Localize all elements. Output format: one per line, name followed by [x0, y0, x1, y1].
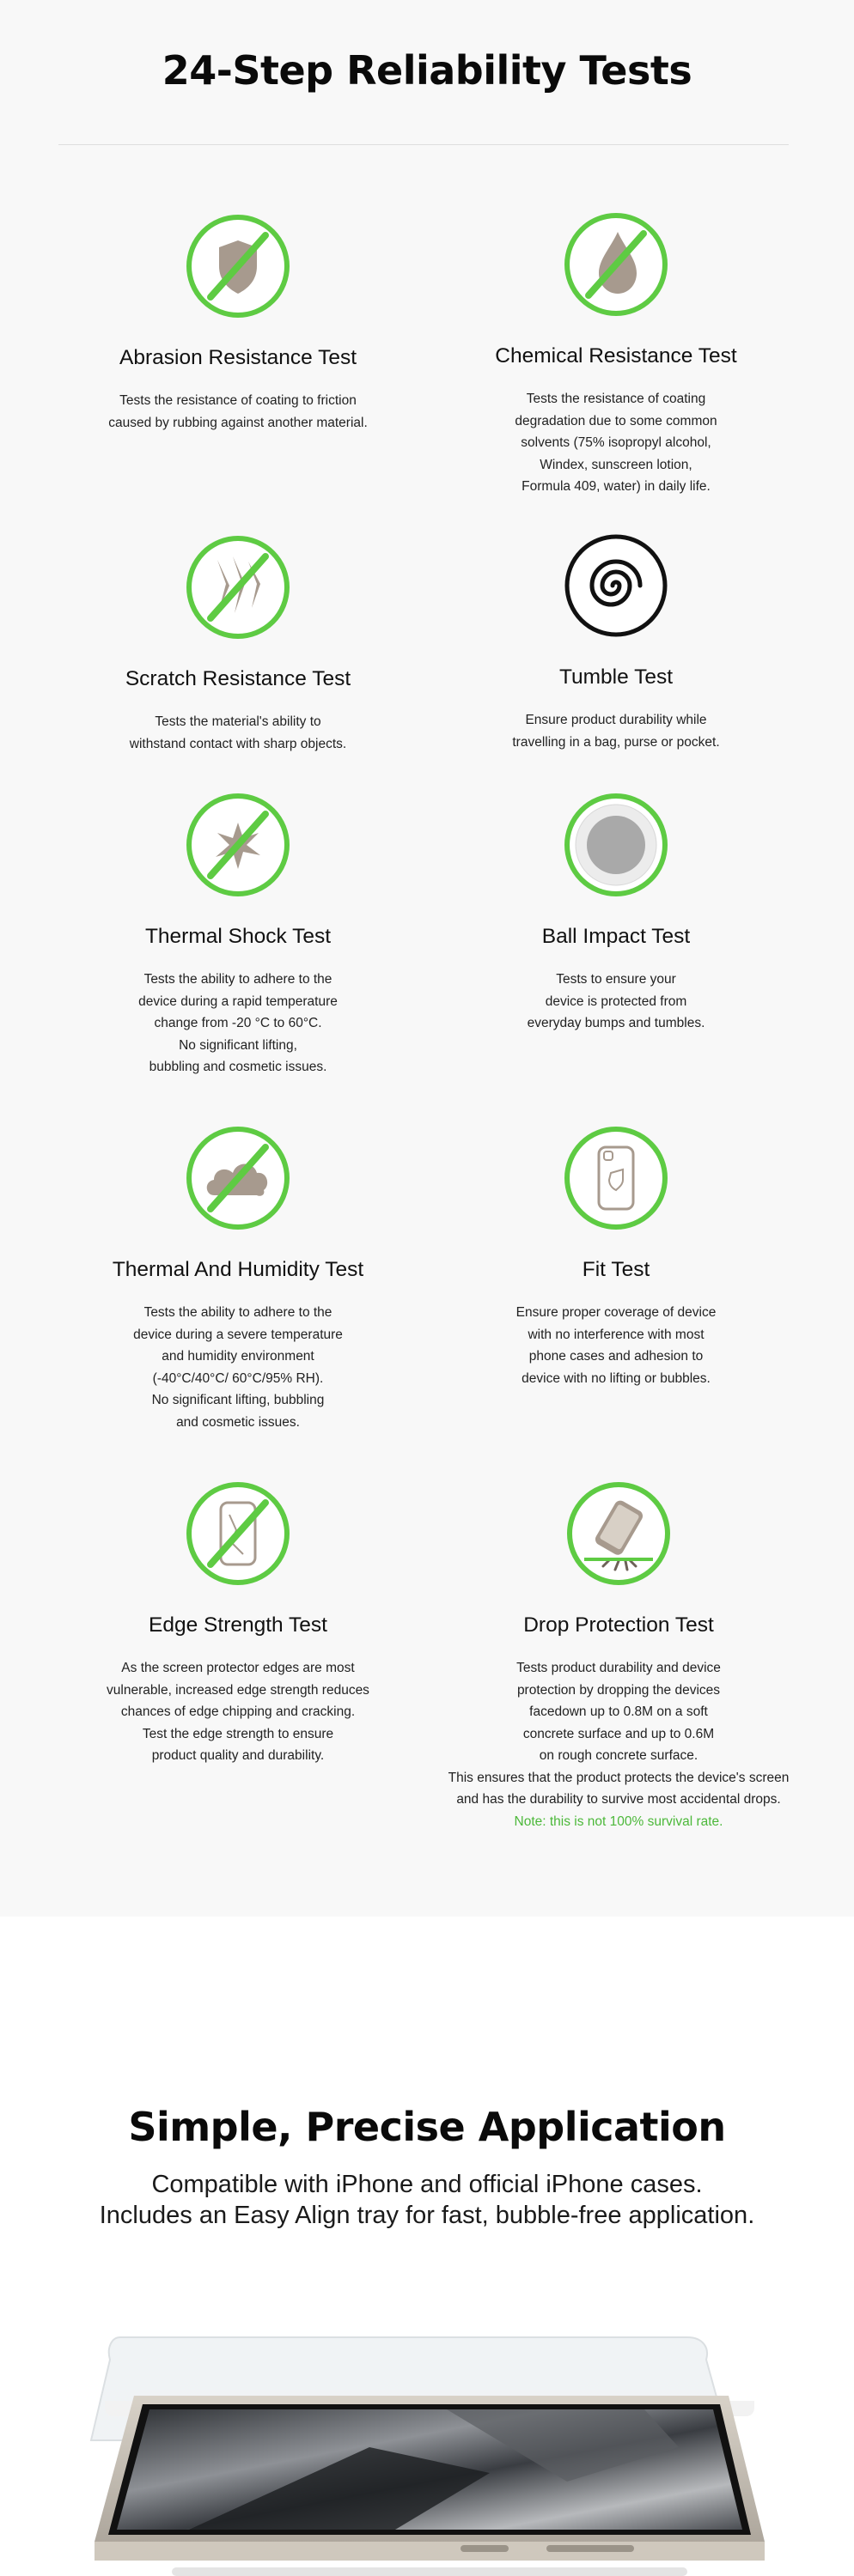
- phone-fit-icon: [563, 1125, 669, 1231]
- test-card-thermal-humidity: [49, 1125, 427, 1433]
- test-card-abrasion: [49, 213, 427, 434]
- test-name: Thermal And Humidity Test: [112, 1258, 364, 1281]
- chemical-drop-icon: [563, 211, 669, 318]
- test-card-drop-protection: [427, 1480, 810, 1832]
- application-title: Simple, Precise Application: [128, 2104, 726, 2150]
- test-description: Tests product durability and device protection by dropping the devices facedown up to 0.8M on a soft concrete surface and up to 0.6M on rough concrete surface. This ensures that the product protects the device's screen and has the durability to survive most accidental drops.: [448, 1661, 790, 1807]
- survival-note: Note: this is not 100% survival rate.: [514, 1814, 723, 1829]
- ball-impact-icon: [563, 792, 669, 898]
- test-description: Tests the resistance of coating to friction caused by rubbing against another material.: [108, 393, 368, 430]
- test-name: Edge Strength Test: [149, 1613, 327, 1637]
- test-description: Tests to ensure your device is protected from everyday bumps and tumbles.: [527, 972, 705, 1030]
- test-card-chemical: [427, 211, 805, 498]
- test-description: Ensure proper coverage of device with no interference with most phone cases and adhesion to device with no lifting or bubbles.: [515, 1305, 717, 1386]
- test-description: As the screen protector edges are most vulnerable, increased edge strength reduces chances of edge chipping and cracking. Test the edge strength to ensure product quality and durability.: [107, 1661, 369, 1763]
- test-description: Tests the resistance of coating degradation due to some common solvents (75% isopropyl alcohol, Windex, sunscreen lotion, Formula 409, water) in daily life.: [515, 392, 717, 494]
- test-description: Ensure product durability while travelling in a bag, purse or pocket.: [512, 713, 720, 750]
- test-description: Tests the ability to adhere to the device during a rapid temperature change from -20 °C to 60°C. No significant lifting, bubbling and cosmetic issues.: [138, 972, 338, 1074]
- test-card-tumble: [427, 532, 805, 753]
- test-name: Scratch Resistance Test: [125, 667, 351, 690]
- test-name: Tumble Test: [558, 665, 674, 689]
- test-name: Abrasion Resistance Test: [119, 346, 357, 369]
- test-name: Ball Impact Test: [541, 925, 691, 948]
- cloud-humidity-icon: [185, 1125, 291, 1231]
- title-divider: [58, 144, 789, 145]
- section-title: 24-Step Reliability Tests: [162, 47, 692, 94]
- application-subtitle-2: Includes an Easy Align tray for fast, bubble-free application.: [99, 2202, 755, 2229]
- test-card-fit: [427, 1125, 805, 1389]
- tumble-spiral-icon: [563, 532, 669, 639]
- test-description: Tests the material's ability to withstand contact with sharp objects.: [129, 714, 347, 751]
- test-name: Thermal Shock Test: [144, 925, 332, 948]
- test-card-scratch: [49, 534, 427, 755]
- thermal-shock-icon: [185, 792, 291, 898]
- edge-strength-icon: [185, 1480, 291, 1587]
- test-card-edge-strength: [49, 1480, 427, 1767]
- abrasion-shield-icon: [185, 213, 291, 319]
- test-description: Tests the ability to adhere to the device during a severe temperature and humidity environment (-40°C/40°C/ 60°C/95% RH). No significant lifting, bubbling and cosmetic issues.: [133, 1305, 343, 1430]
- test-card-thermal-shock: [49, 792, 427, 1078]
- phone-screen-protector-image: [86, 2318, 773, 2576]
- test-name: Chemical Resistance Test: [495, 344, 737, 368]
- application-subtitle-1: Compatible with iPhone and official iPhone cases.: [151, 2171, 703, 2198]
- scratch-claw-icon: [185, 534, 291, 641]
- drop-protection-icon: [565, 1480, 672, 1587]
- test-name: Drop Protection Test: [523, 1613, 714, 1637]
- test-name: Fit Test: [582, 1258, 650, 1281]
- test-card-ball-impact: [427, 792, 805, 1035]
